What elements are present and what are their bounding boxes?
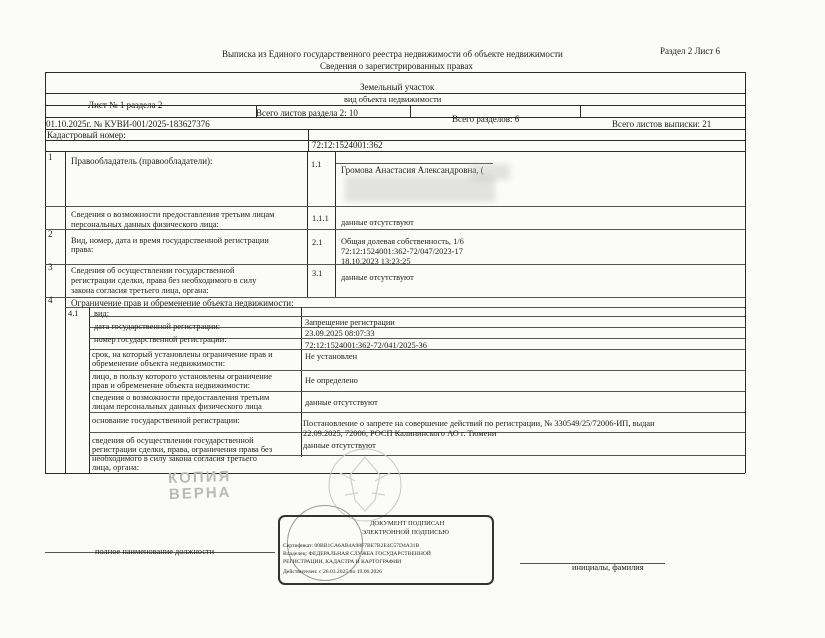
row-line xyxy=(89,316,745,317)
col-num-line xyxy=(65,151,66,473)
row-2-value-3: 18.10.2023 13:23:25 xyxy=(341,257,411,266)
sub-col-line xyxy=(301,307,302,457)
row-line xyxy=(45,206,745,207)
row-line xyxy=(45,140,745,141)
deal-label-1: сведения об осуществлении государственной xyxy=(92,436,254,445)
kind-label: вид: xyxy=(94,309,110,318)
row-2-label-1: Вид, номер, дата и время государственной регистрации xyxy=(71,236,269,245)
basis-label: основание государственной регистрации: xyxy=(92,416,240,425)
total-sheets-section: Всего листов раздела 2: 10 xyxy=(256,108,358,118)
row-1b-value: данные отсутствуют xyxy=(341,218,414,227)
reg-number-label: номер государственной регистрации: xyxy=(94,335,227,344)
deal-label-2: регистрации сделки, права, ограничения права без xyxy=(92,445,273,454)
copy-certified-stamp xyxy=(147,468,252,506)
row-4-label: Ограничение прав и обременение объекта недвижимости: xyxy=(71,298,294,308)
stamp-text: КОПИЯ xyxy=(167,467,232,488)
row-2-number: 2 xyxy=(48,229,53,239)
row-1b-label-2: персональных данных физического лица: xyxy=(71,220,219,229)
seal-text: Действителен: с 26.03.2025 по 19.06.2026 xyxy=(283,569,382,575)
row-2-label-2: права: xyxy=(71,245,94,254)
person-label-2: прав и обременение объекта недвижимости: xyxy=(92,381,251,390)
person-label-1: лицо, в пользу которого установлены ограничение xyxy=(92,372,272,381)
frame-top xyxy=(45,72,745,73)
row-2-sub: 2.1 xyxy=(312,238,323,247)
cell-line xyxy=(410,105,411,117)
sheet-of-section: Лист № 1 раздела 2 xyxy=(88,100,163,110)
cell-line xyxy=(308,129,309,151)
row-line xyxy=(89,370,745,371)
row-3-label-3: закона согласия третьего лица, органа: xyxy=(71,286,209,295)
col-val-line xyxy=(335,151,336,297)
row-3-value: данные отсутствуют xyxy=(341,273,414,282)
row-line xyxy=(45,93,745,94)
pd-label-1: сведения о возможности предоставления третьим xyxy=(92,393,270,402)
row-1-value: Громова Анастасия Александровна, ( xyxy=(341,165,484,175)
date-number: 01.10.2025г. № КУВИ-001/2025-183627376 xyxy=(46,119,210,129)
cadastral-value: 72:12:1524001:362 xyxy=(312,140,383,150)
row-3-number: 3 xyxy=(48,262,53,272)
pd-label-2: лицам персональных данных физического лица xyxy=(92,402,262,411)
term-label-1: срок, на который установлены ограничение прав и xyxy=(92,350,273,359)
doc-title: Выписка из Единого государственного реестра недвижимости об объекте недвижимости xyxy=(222,49,563,59)
seal-text: Сертификат: 00BB1CA6AB4A98F7BE7B2E4C57D4A31B xyxy=(283,543,420,549)
object-type-caption: вид объекта недвижимости xyxy=(344,95,442,104)
deal-label-3: необходимого в силу закона согласия третьего xyxy=(92,454,257,463)
row-1-sub: 1.1 xyxy=(311,160,322,169)
cadastral-label: Кадастровый номер: xyxy=(47,130,126,140)
cell-line xyxy=(580,105,581,117)
total-sections: Всего разделов: 6 xyxy=(452,114,520,124)
basis-value-2: 22.09.2025, 72006, РОСП Калининского АО г. Тюмени xyxy=(303,429,497,438)
sub-col-line xyxy=(89,307,90,473)
object-type: Земельный участок xyxy=(360,82,435,92)
value-underline xyxy=(336,163,493,164)
col-sub-line xyxy=(307,151,308,297)
redacted-area xyxy=(470,164,510,180)
seal-text: ЭЛЕКТРОННОЙ ПОДПИСЬЮ xyxy=(362,529,449,536)
row-4-number: 4 xyxy=(48,295,53,305)
row-line xyxy=(89,391,745,392)
row-line xyxy=(45,117,745,118)
row-3-label-2: регистрации сделки, права без необходимого в силу xyxy=(71,276,257,285)
deal-value: данные отсутствуют xyxy=(303,441,376,450)
row-1b-sub: 1.1.1 xyxy=(312,214,329,223)
row-1b-label-1: Сведения о возможности предоставления третьим лицам xyxy=(71,210,275,219)
reg-date-label: дата государственной регистрации: xyxy=(94,322,221,331)
row-line xyxy=(89,412,745,413)
kind-value: Запрещение регистрации xyxy=(305,318,395,327)
row-line xyxy=(45,229,745,230)
row-1-number: 1 xyxy=(48,152,53,162)
seal-text: ДОКУМЕНТ ПОДПИСАН xyxy=(370,520,445,527)
row-41-sub: 4.1 xyxy=(68,309,79,318)
section-subtitle: Сведения о зарегистрированных правах xyxy=(320,61,473,71)
row-3-label-1: Сведения об осуществлении государственной xyxy=(71,266,235,275)
term-value: Не установлен xyxy=(305,352,358,361)
row-3-sub: 3.1 xyxy=(312,269,323,278)
seal-text: РЕГИСТРАЦИИ, КАДАСТРА И КАРТОГРАФИИ xyxy=(283,559,402,565)
row-2-value-1: Общая долевая собственность, 1/6 xyxy=(341,237,464,246)
person-value: Не определено xyxy=(305,376,358,385)
reg-number-value: 72:12:1524001:362-72/041/2025-36 xyxy=(305,341,427,350)
row-line xyxy=(45,151,745,152)
stamp-text: ВЕРНА xyxy=(168,483,232,504)
row-2-value-2: 72:12:1524001:362-72/047/2023-17 xyxy=(341,247,463,256)
page-info: Раздел 2 Лист 6 xyxy=(660,46,721,56)
frame-right xyxy=(745,72,746,473)
name-caption: инициалы, фамилия xyxy=(572,563,644,572)
pd-value: данные отсутствуют xyxy=(305,398,378,407)
frame-left xyxy=(45,72,46,473)
seal-text: Владелец: ФЕДЕРАЛЬНАЯ СЛУЖБА ГОСУДАРСТВЕННОЙ xyxy=(283,551,431,557)
term-label-2: обременение объекта недвижимости: xyxy=(92,359,226,368)
row-1-label: Правообладатель (правообладатели): xyxy=(71,156,213,166)
deal-label-4: лица, органа: xyxy=(92,463,140,472)
position-caption: полное наименование должности xyxy=(95,547,215,556)
total-sheets-extract: Всего листов выписки: 21 xyxy=(612,119,712,129)
basis-value-1: Постановление о запрете на совершение действий по регистрации, № 330549/25/72006-ИП, выдан xyxy=(303,419,655,428)
reg-date-value: 23.09.2025 08:07:33 xyxy=(305,329,375,338)
row-line xyxy=(45,129,745,130)
